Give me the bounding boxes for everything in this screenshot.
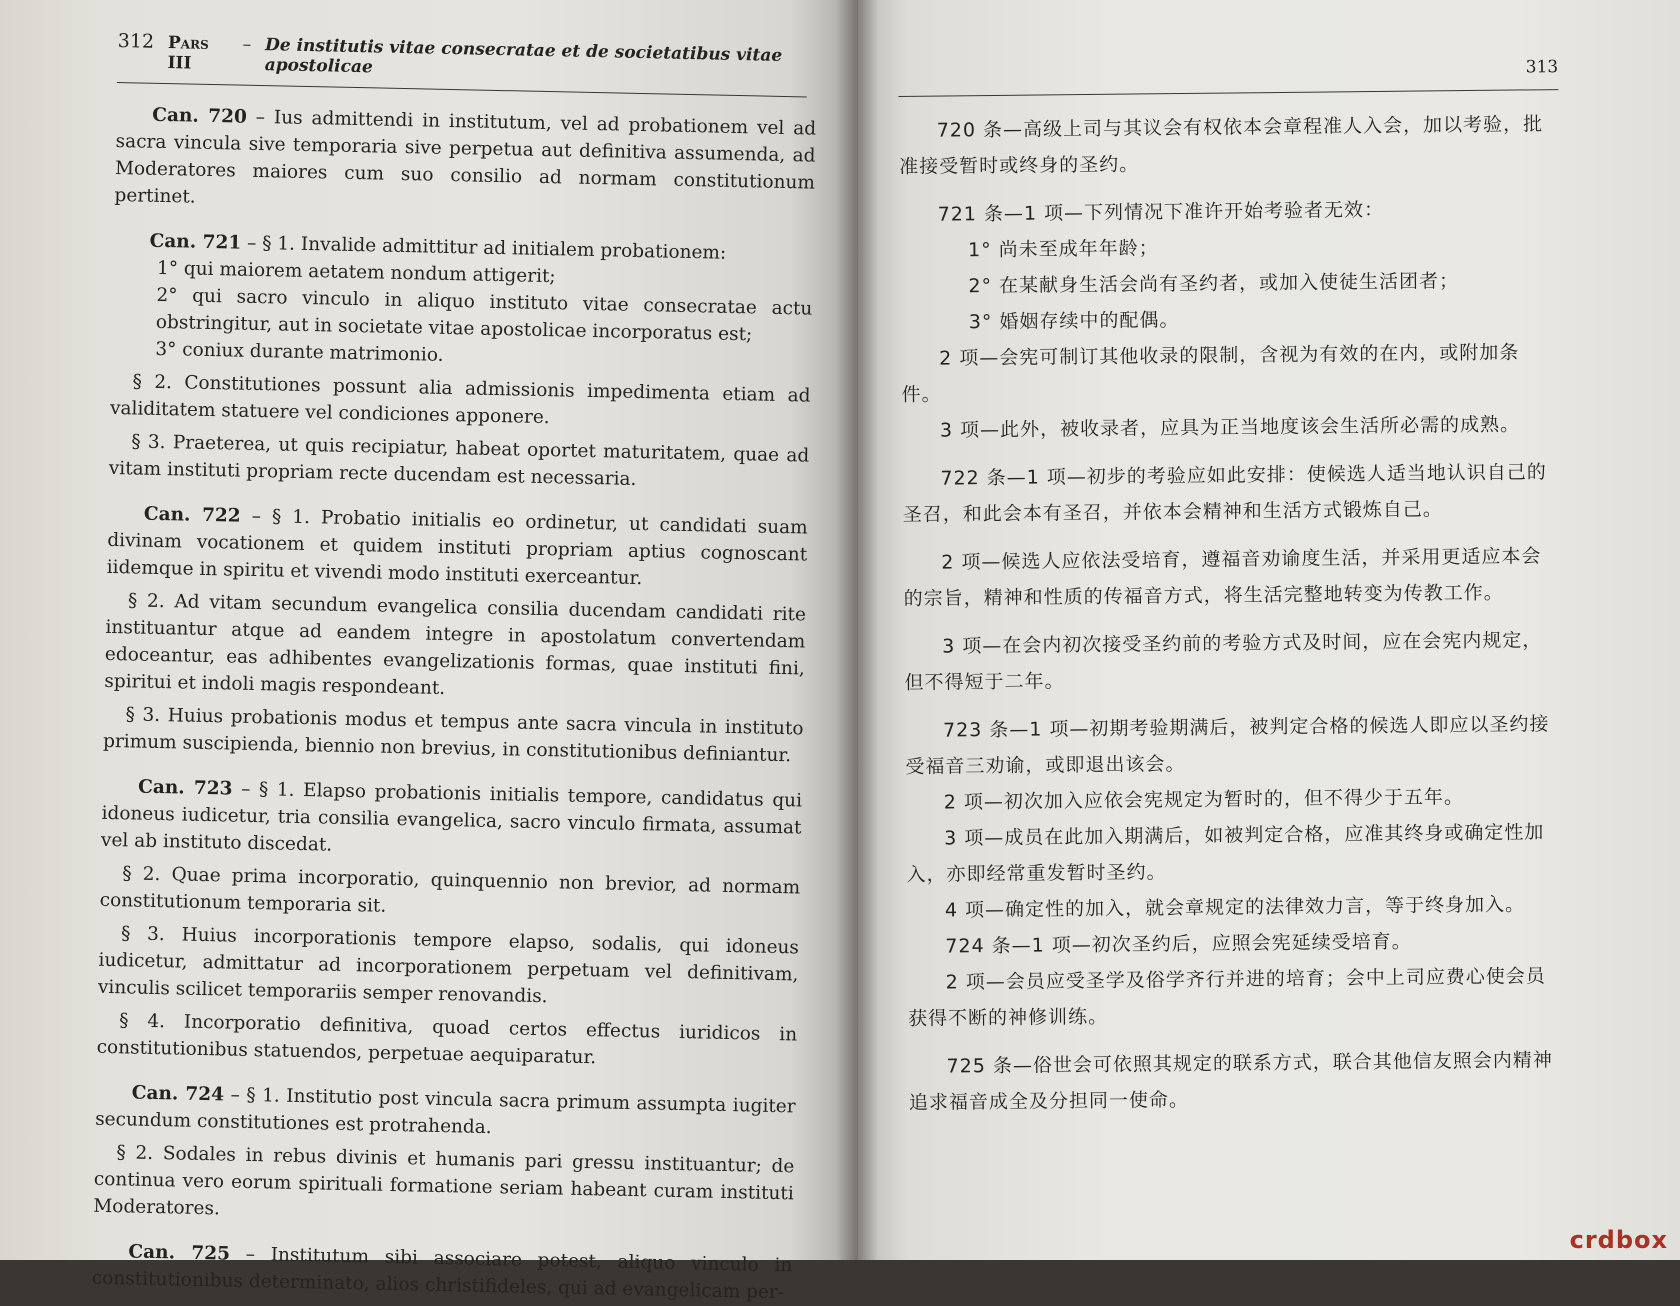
canon-paragraph: § 4. Incorporatio definitiva, quoad certos effectus iuridicos in constitutionibus statuendos, perpetuae aequiparatur. xyxy=(96,1010,798,1069)
right-page xyxy=(858,0,1680,1260)
left-page-content xyxy=(92,30,818,1306)
canon-block xyxy=(93,1079,796,1235)
canon-item: 2° qui sacro vinculo in aliquo instituto vitae consecratae actu obstringitur, aut in societate vitae apostolicae incorporatus est; xyxy=(155,284,813,346)
canon-number: Can. 725 xyxy=(128,1241,231,1265)
canon-block xyxy=(92,1238,793,1306)
chinese-text xyxy=(899,106,1560,1121)
chinese-paragraph: 2 项—会员应受圣学及俗学齐行并进的培育；会中上司应费心使会员获得不断的神修训练。 xyxy=(907,965,1546,1030)
chinese-paragraph: 3 项—在会内初次接受圣约前的考验方式及时间，应在会宪内规定，但不得短于二年。 xyxy=(904,629,1543,694)
book-gutter xyxy=(836,0,878,1260)
canon-text: – § 1. Invalide admittitur ad initialem probationem: xyxy=(241,232,727,264)
canon-text: – § 1. Institutio post vincula sacra primum assumpta iugiter secundum constitutiones est protrahenda. xyxy=(94,1084,796,1139)
running-head-right xyxy=(898,49,1558,97)
chinese-paragraph: 720 条—高级上司与其议会有权依本会章程准人入会，加以考验，批准接受暂时或终身的圣约。 xyxy=(899,113,1544,178)
canon-block xyxy=(96,773,802,1076)
canon-number: Can. 720 xyxy=(152,104,248,128)
canon-text: – § 1. Probatio initialis eo ordinetur, ut candidati suam divinam vocationem et quidem instituti propriam aptius cognoscant iidemque in spiritu et vivendi modo instituti exerceantur. xyxy=(106,505,808,590)
chinese-paragraph: 721 条—1 项—下列情况下准许开始考验者无效： xyxy=(937,198,1385,226)
part-label: Pars III xyxy=(167,33,209,74)
chinese-paragraph: 3 项—此外，被收录者，应具为正当地度该会生活所必需的成熟。 xyxy=(939,413,1521,442)
chinese-paragraph: 2 项—候选人应依法受培育，遵福音劝谕度生活，并采用更适应本会的宗旨，精神和性质的传福音方式，将生活完整地转变为传教工作。 xyxy=(903,545,1542,610)
page-number-left: 312 xyxy=(117,30,155,53)
canon-number: Can. 721 xyxy=(149,230,242,254)
canon-paragraph: § 2. Sodales in rebus divinis et humanis pari gressu instituantur; de continua vero eorum spirituali formatione seriam habeant curam instituti Moderatores. xyxy=(93,1142,795,1220)
canon-text: – Ius admittendi in institutum, vel ad probationem vel ad sacra vincula sive temporaria sive perpetua aut definitiva assumenda, ad Moderatores maiores cum suo consilio ad normam constitutionum pertinet. xyxy=(114,106,817,208)
canon-paragraph: § 2. Quae prima incorporatio, quinquennio non brevior, ad normam constitutionum temporaria sit. xyxy=(99,863,801,917)
chinese-paragraph: 725 条—俗世会可依照其规定的联系方式，联合其他信友照会内精神追求福音成全及分担同一使命。 xyxy=(908,1049,1553,1114)
canon-text: – § 1. Elapso probationis initialis tempore, candidatus qui idoneus iudicetur, tria consilia evangelica, sacro vinculo firmata, assumat vel ab instituto discedat. xyxy=(100,778,803,856)
canon-number: Can. 724 xyxy=(131,1082,225,1106)
canon-block xyxy=(109,227,814,497)
canon-first-paragraph xyxy=(106,500,808,596)
canon-number: Can. 723 xyxy=(137,776,233,800)
canon-paragraph: § 2. Ad vitam secundum evangelica consilia ducendam candidati rite instituantur atque ad eandem integre in apostolatum convertendam edoceantur, eas adhibentes evangelizationis formas, quae instituti fini, spiritui et indoli magis respondeant. xyxy=(104,590,807,699)
canon-paragraph: § 3. Huius probationis modus et tempus ante sacra vincula in instituto primum suscipienda, biennio non brevius, in constitutionibus definiantur. xyxy=(102,704,804,767)
canon-paragraph: § 3. Huius incorporationis tempore elapso, sodalis, qui idoneus iudicetur, admittatur ad incorporationem perpetuam vel definitivam, vinculis scilicet temporariis semper renovandis. xyxy=(97,923,800,1008)
chinese-paragraph: 4 项—确定性的加入，就会章规定的法律效力言，等于终身加入。 xyxy=(944,893,1526,922)
canon-first-paragraph xyxy=(114,101,816,224)
canon-item: 1° qui maiorem aetatem nondum attigerit; xyxy=(156,257,556,288)
running-title: De institutis vitae consecratae et de societatibus vitae apostolicae xyxy=(264,35,783,78)
canon-first-paragraph xyxy=(101,773,803,869)
canon-number: Can. 722 xyxy=(143,503,241,527)
page-number-right: 313 xyxy=(1525,57,1559,78)
chinese-paragraph: 3 项—成员在此加入期满后，如被判定合格，应准其终身或确定性加入，亦即经常重发暂时圣约。 xyxy=(906,821,1545,886)
chinese-paragraph: 2 项—初次加入应依会宪规定为暂时的，但不得少于五年。 xyxy=(943,786,1465,814)
chinese-paragraph: 724 条—1 项—初次圣约后，应照会宪延续受培育。 xyxy=(945,930,1412,958)
running-head-left xyxy=(117,30,808,97)
canon-text: – Institutum sibi associare potest, aliquo vinculo in constitutionibus determinato, alios christifideles, qui ad evangelicam per- xyxy=(91,1243,793,1304)
canon-paragraph: § 2. Constitutiones possunt alia admissionis impedimenta etiam ad validitatem statuere vel condiciones apponere. xyxy=(109,371,811,429)
canon-item: 3° coniux durante matrimonio. xyxy=(155,338,444,366)
canon-block xyxy=(103,500,808,770)
running-head-dash: – xyxy=(242,34,252,55)
chinese-paragraph: 722 条—1 项—初步的考验应如此安排：使候选人适当地认识自己的圣召，和此会本有圣召，并依本会精神和生活方式锻炼自己。 xyxy=(902,461,1547,526)
canon-first-paragraph xyxy=(92,1238,793,1306)
canon-block xyxy=(114,101,816,224)
watermark-logo: crdbox xyxy=(1569,1226,1668,1254)
chinese-list-item: 2° 在某献身生活会尚有圣约者，或加入使徒生活团者； xyxy=(968,270,1460,298)
chinese-paragraph: 2 项—会宪可制订其他收录的限制，含视为有效的在内，或附加条件。 xyxy=(901,341,1520,406)
canon-paragraph: § 3. Praeterea, ut quis recipiatur, habeat oportet maturitatem, quae ad vitam instituti propriam recte ducendam est necessaria. xyxy=(108,431,810,490)
latin-canons xyxy=(92,101,817,1306)
chinese-list-item: 1° 尚未至成年年龄； xyxy=(967,237,1159,262)
chinese-list-item: 3° 婚姻存续中的配偶。 xyxy=(968,309,1180,334)
chinese-paragraph: 723 条—1 项—初期考验期满后，被判定合格的候选人即应以圣约接受福音三劝谕，或即退出该会。 xyxy=(905,713,1550,778)
right-page-content xyxy=(898,49,1559,1121)
canon-first-paragraph xyxy=(95,1079,796,1148)
